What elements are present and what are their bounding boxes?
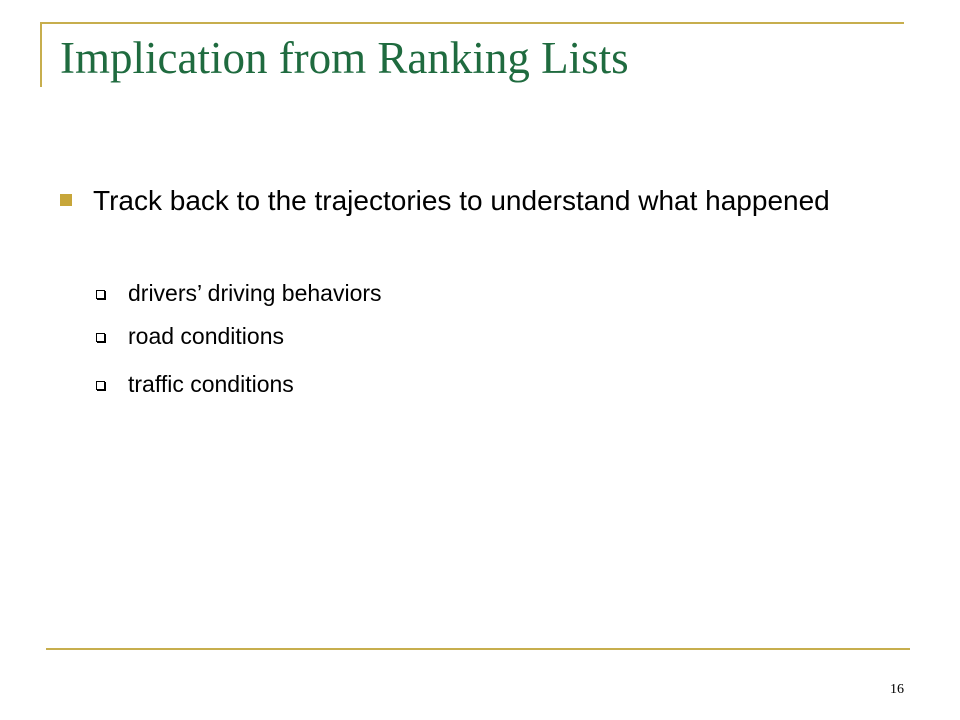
bullet-item [60, 181, 910, 220]
left-rule [40, 22, 42, 87]
bullet-text: Track back to the trajectories to understand what happened [93, 185, 830, 216]
sub-bullet-text: traffic conditions [128, 371, 294, 397]
sub-bullet-item [96, 323, 284, 349]
sub-bullet-text: drivers’ driving behaviors [128, 280, 382, 306]
page-number: 16 [890, 682, 904, 697]
square-bullet-icon [60, 194, 72, 206]
sub-bullet-item [96, 371, 294, 397]
slide-title: Implication from Ranking Lists [60, 33, 629, 83]
bottom-rule [46, 648, 910, 650]
hollow-square-bullet-icon [96, 381, 105, 390]
sub-bullet-text: road conditions [128, 323, 284, 349]
hollow-square-bullet-icon [96, 333, 105, 342]
sub-bullet-item [96, 280, 382, 306]
hollow-square-bullet-icon [96, 290, 105, 299]
top-rule [40, 22, 904, 24]
